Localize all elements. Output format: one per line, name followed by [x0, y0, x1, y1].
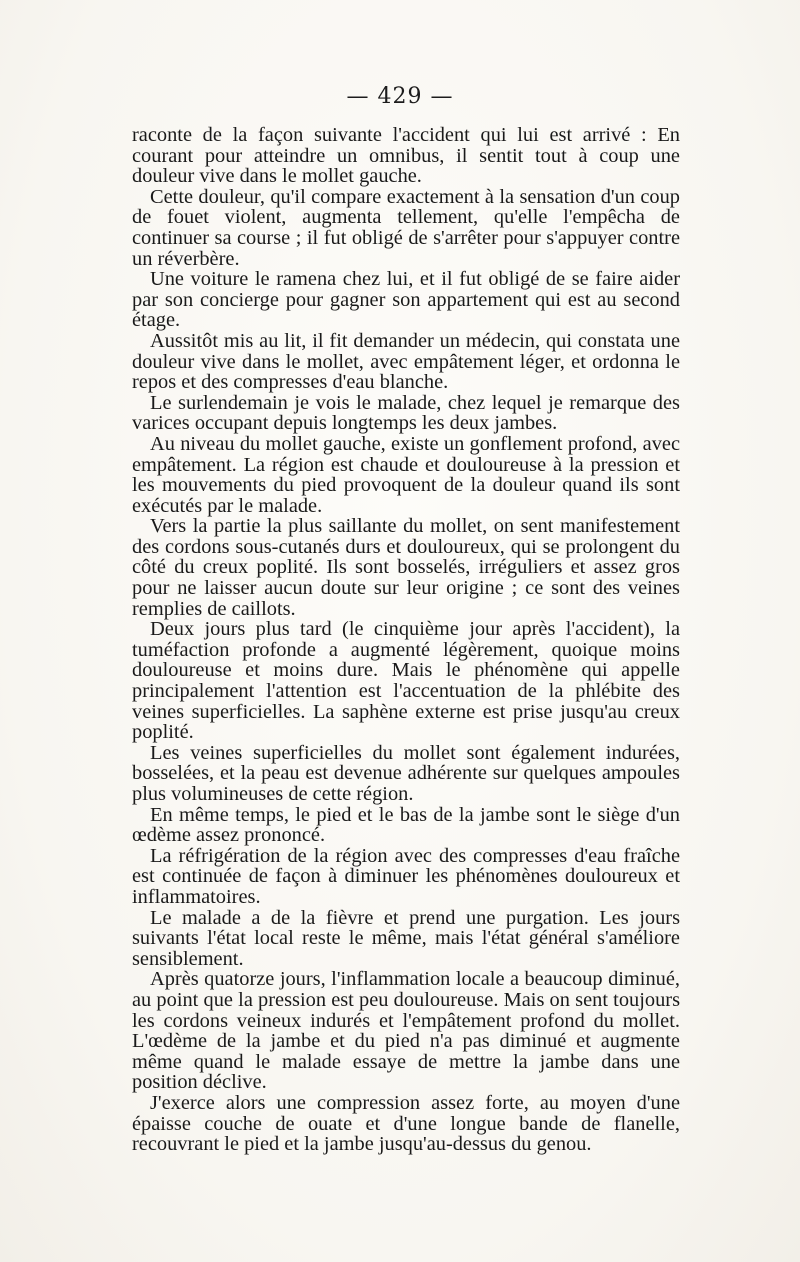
paragraph: En même temps, le pied et le bas de la jambe sont le siège d'un œdème assez prononcé. — [132, 803, 680, 847]
paragraph: Au niveau du mollet gauche, existe un gonflement profond, avec empâtement. La région est chaude et douloureuse à la pression et les mouvements du pied provoquent de la douleur quand ils sont exécutés par le malade. — [132, 432, 680, 517]
paragraph: Les veines superficielles du mollet sont également indurées, bosselées, et la peau est devenue adhérente sur quelques ampoules plus volumineuses de cette région. — [132, 741, 680, 805]
paragraph: Le malade a de la fièvre et prend une purgation. Les jours suivants l'état local reste le même, mais l'état général s'améliore sensiblement. — [132, 906, 680, 970]
paragraph: J'exerce alors une compression assez forte, au moyen d'une épaisse couche de ouate et d'une longue bande de flanelle, recouvrant le pied et la jambe jusqu'au-dessus du genou. — [132, 1091, 680, 1156]
page-number: — 429 — — [346, 84, 454, 109]
paragraph: Cette douleur, qu'il compare exactement à la sensation d'un coup de fouet violent, augmenta tellement, qu'elle l'empêcha de continuer sa course ; il fut obligé de s'arrêter pour s'appuyer contre un réverbère. — [132, 185, 680, 270]
paragraph: La réfrigération de la région avec des compresses d'eau fraîche est continuée de façon à diminuer les phénomènes douloureux et inflammatoires. — [132, 844, 680, 908]
paragraph: Aussitôt mis au lit, il fit demander un médecin, qui constata une douleur vive dans le mollet, avec empâtement léger, et ordonna le repos et des compresses d'eau blanche. — [132, 329, 680, 394]
paragraph: raconte de la façon suivante l'accident qui lui est arrivé : En courant pour atteindre un omnibus, il sentit tout à coup une douleur vive dans le mollet gauche. — [132, 124, 680, 188]
body-text — [132, 125, 680, 1155]
paragraph: Vers la partie la plus saillante du mollet, on sent manifestement des cordons sous-cutanés durs et douloureux, qui se prolongent du côté du creux poplité. Ils sont bosselés, irréguliers et assez gros pour ne laisser aucun doute sur leur origine ; ce sont des veines remplies de caillots. — [132, 515, 680, 620]
paragraph: Deux jours plus tard (le cinquième jour après l'accident), la tuméfaction profonde a augmenté légèrement, quoique moins douloureuse et moins dure. Mais le phénomène qui appelle principalement l'attention est l'accentuation de la phlébite des veines superficielles. La saphène externe est prise jusqu'au creux poplité. — [132, 618, 680, 744]
paragraph: Le surlendemain je vois le malade, chez lequel je remarque des varices occupant depuis longtemps les deux jambes. — [132, 391, 680, 435]
paragraph: Après quatorze jours, l'inflammation locale a beaucoup diminué, au point que la pression est peu douloureuse. Mais on sent toujours les cordons veineux indurés et l'empâtement profond du mollet. L'œdème de la jambe et du pied n'a pas diminué et augmente même quand le malade essaye de mettre la jambe dans une position déclive. — [132, 968, 680, 1094]
paragraph: Une voiture le ramena chez lui, et il fut obligé de se faire aider par son concierge pour gagner son appartement qui est au second étage. — [132, 268, 680, 332]
